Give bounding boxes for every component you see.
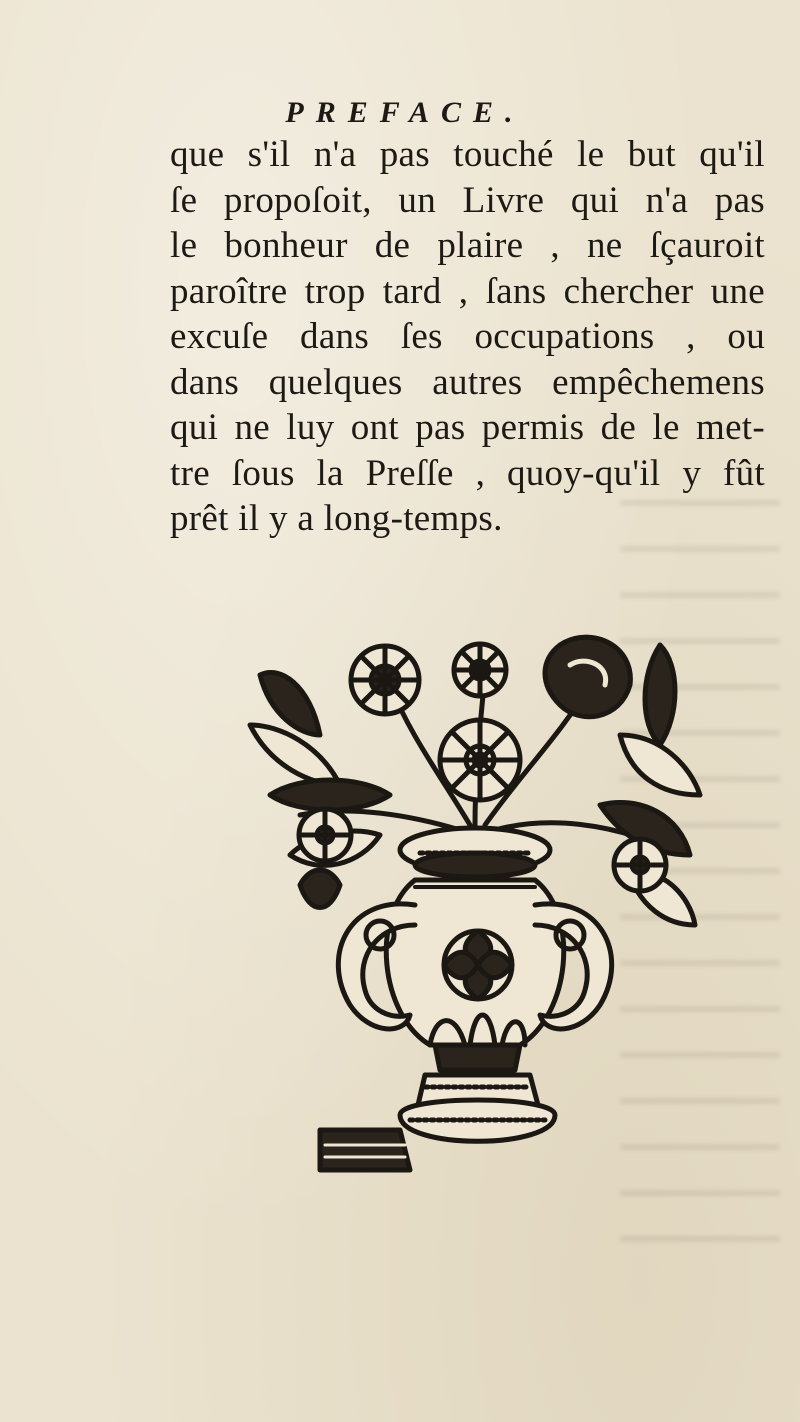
text-line: le bonheur de plaire , ne ſçauroit bbox=[170, 225, 765, 266]
flower-vase-woodcut-icon bbox=[240, 625, 710, 1200]
text-line: prêt il y a long-temps. bbox=[170, 498, 503, 539]
text-line: tre ſous la Preſſe , quoy-qu'il y fût bbox=[170, 452, 765, 494]
text-line: excuſe dans ſes occupations , ou bbox=[170, 316, 765, 357]
text-line: ſe propoſoit, un Livre qui n'a pas bbox=[170, 179, 765, 221]
text-line: que s'il n'a pas touché le but qu'il bbox=[170, 134, 765, 175]
text-line: dans quelques autres empêchemens bbox=[170, 361, 765, 403]
text-line: qui ne luy ont pas permis de le met- bbox=[170, 407, 765, 448]
body-text bbox=[170, 132, 765, 542]
text-line: paroître trop tard , ſans chercher une bbox=[170, 270, 765, 312]
running-head: PREFACE. bbox=[285, 96, 525, 129]
